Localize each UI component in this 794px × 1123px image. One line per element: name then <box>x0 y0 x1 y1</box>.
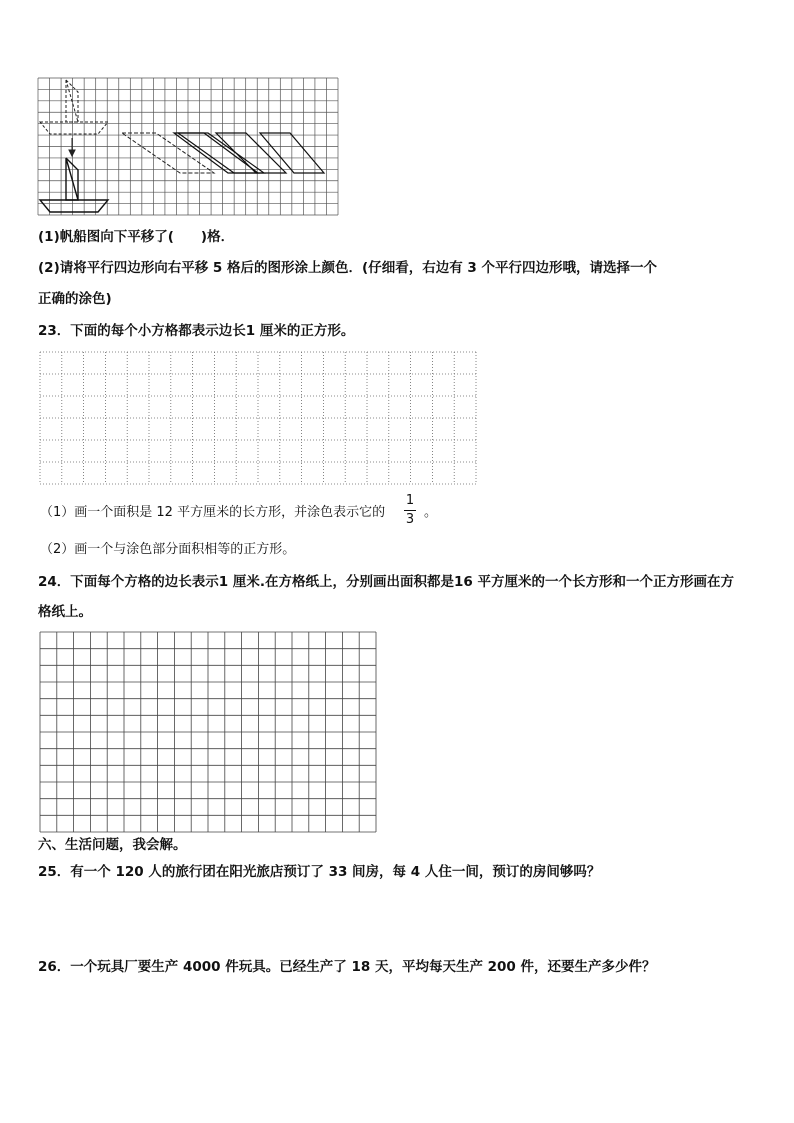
fraction-numerator: 1 <box>405 493 415 508</box>
q25-text: 25．有一个 120 人的旅行团在阳光旅店预订了 33 间房，每 4 人住一间，预订的房间够吗？ <box>38 864 601 880</box>
q22-sub1: (1)帆船图向下平移了( )格． <box>38 229 235 245</box>
q23-sub1-suffix: 。 <box>424 505 438 520</box>
q26-text: 26．一个玩具厂要生产 4000 件玩具。已经生产了 18 天，平均每天生产 200 件，还要生产多少件？ <box>38 959 656 975</box>
q24-grid <box>40 632 376 832</box>
q22-grid-lines <box>38 78 338 215</box>
sailboat-original <box>40 80 108 134</box>
section6-title: 六、生活问题，我会解。 <box>38 837 187 853</box>
q23-sub2: （2）画一个与涂色部分面积相等的正方形。 <box>40 542 296 557</box>
q23-sub1-text: （1）画一个面积是 12 平方厘米的长方形，并涂色表示它的 <box>40 505 386 520</box>
q22-sub2-line2: 正确的涂色) <box>38 291 112 307</box>
down-arrow-icon <box>69 138 75 156</box>
parallelogram-candidates <box>174 133 324 173</box>
q23-dotted-grid <box>40 352 476 484</box>
q22-sub2-line1: (2)请将平行四边形向右平移 5 格后的图形涂上颜色．(仔细看，右边有 3 个平行四边形哦，请选择一个 <box>38 260 657 276</box>
fraction-bar <box>404 510 416 511</box>
q22-grid-figure <box>38 78 338 215</box>
q24-title-line2: 格纸上。 <box>38 604 92 620</box>
fraction-denominator: 3 <box>405 512 415 527</box>
q24-title-line1: 24．下面每个方格的边长表示1 厘米.在方格纸上，分别画出面积都是16 平方厘米的一个长方形和一个正方形画在方 <box>38 574 734 590</box>
q23-title: 23．下面的每个小方格都表示边长1 厘米的正方形。 <box>38 323 355 339</box>
